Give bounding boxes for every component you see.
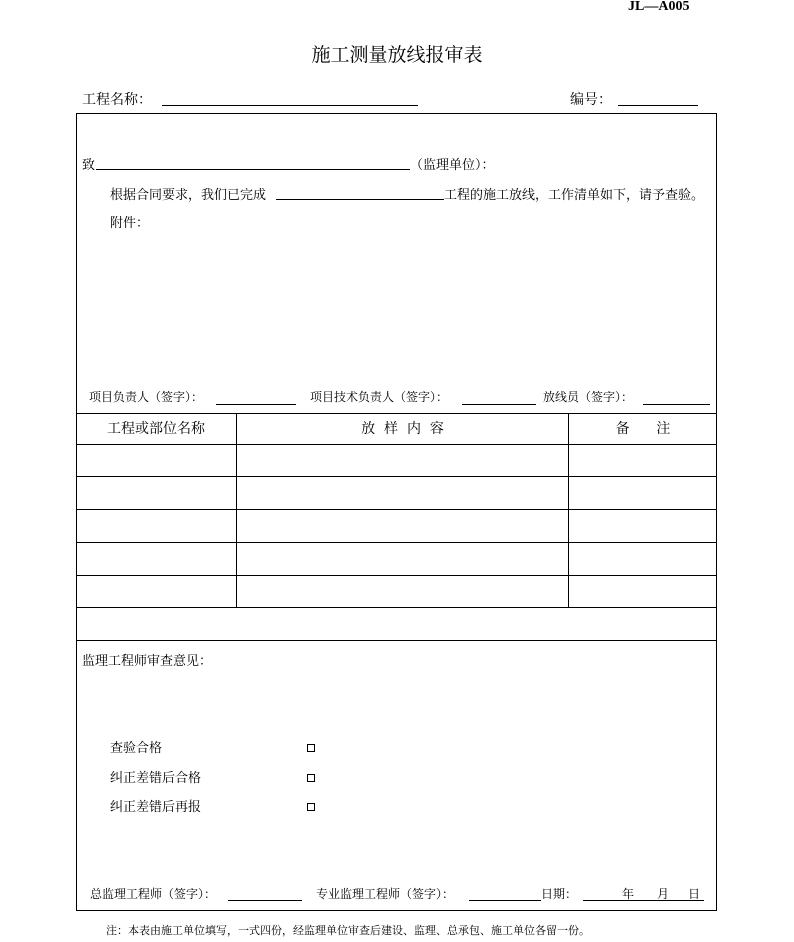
request-body-prefix: 根据合同要求，我们已完成 [110, 188, 267, 203]
option-inspection-passed-checkbox[interactable] [307, 744, 315, 752]
table-cell[interactable] [569, 576, 717, 607]
to-prefix: 致 [82, 158, 96, 173]
tech-manager-signature-field[interactable] [462, 404, 536, 405]
date-day: 日 [688, 887, 701, 901]
date-field[interactable] [583, 900, 704, 901]
table-cell[interactable] [237, 445, 568, 476]
option-passed-after-correction-label: 纠正差错后合格 [110, 771, 202, 786]
completed-work-field[interactable] [276, 199, 444, 200]
tech-manager-signature-label: 项目技术负责人（签字）： [310, 390, 449, 404]
option-resubmit-after-correction-checkbox[interactable] [307, 803, 315, 811]
date-year: 年 [622, 887, 635, 901]
attachment-label: 附件： [110, 216, 150, 231]
table-cell[interactable] [569, 445, 717, 476]
form-title: 施工测量放线报审表 [311, 44, 483, 66]
table-cell[interactable] [569, 477, 717, 509]
to-suffix: （监理单位）： [410, 158, 495, 173]
option-passed-after-correction-checkbox[interactable] [307, 774, 315, 782]
request-body-suffix: 工程的施工放线，工作清单如下，请予查验。 [444, 188, 705, 203]
table-cell[interactable] [76, 543, 236, 575]
table-bottom-border [76, 607, 717, 608]
date-label: 日期： [541, 887, 578, 901]
table-cell[interactable] [76, 576, 236, 607]
review-top-border [76, 640, 717, 641]
project-manager-signature-label: 项目负责人（签字）： [89, 390, 204, 404]
table-cell[interactable] [237, 576, 568, 607]
surveyor-signature-label: 放线员（签字）： [543, 390, 634, 404]
table-cell[interactable] [237, 543, 568, 575]
header-layout-content: 放 样 内 容 [361, 421, 444, 437]
option-resubmit-after-correction-label: 纠正差错后再报 [110, 800, 202, 815]
table-cell[interactable] [76, 445, 236, 476]
project-manager-signature-field[interactable] [216, 404, 296, 405]
table-cell[interactable] [76, 510, 236, 542]
chief-engineer-signature-label: 总监理工程师（签字）： [90, 887, 217, 901]
chief-engineer-signature-field[interactable] [228, 900, 302, 901]
table-cell[interactable] [569, 543, 717, 575]
footnote: 注：本表由施工单位填写，一式四份，经监理单位审查后建设、监理、总承包、施工单位各留一份。 [106, 924, 590, 937]
header-part-name: 工程或部位名称 [107, 421, 205, 437]
supervisor-unit-field[interactable] [96, 169, 410, 170]
project-name-label: 工程名称： [82, 92, 152, 108]
form-code: JL—A005 [628, 0, 690, 14]
specialist-engineer-signature-field[interactable] [469, 900, 541, 901]
specialist-engineer-signature-label: 专业监理工程师（签字）： [316, 887, 455, 901]
table-cell[interactable] [237, 477, 568, 509]
option-inspection-passed-label: 查验合格 [110, 741, 163, 756]
date-month: 月 [657, 887, 670, 901]
table-cell[interactable] [76, 477, 236, 509]
header-remarks: 备 注 [615, 421, 671, 437]
table-cell[interactable] [237, 510, 568, 542]
table-cell[interactable] [569, 510, 717, 542]
surveyor-signature-field[interactable] [643, 404, 710, 405]
review-opinion-label: 监理工程师审查意见： [82, 654, 213, 669]
number-field[interactable] [618, 105, 698, 106]
project-name-field[interactable] [162, 105, 418, 106]
number-label: 编号： [570, 92, 612, 108]
